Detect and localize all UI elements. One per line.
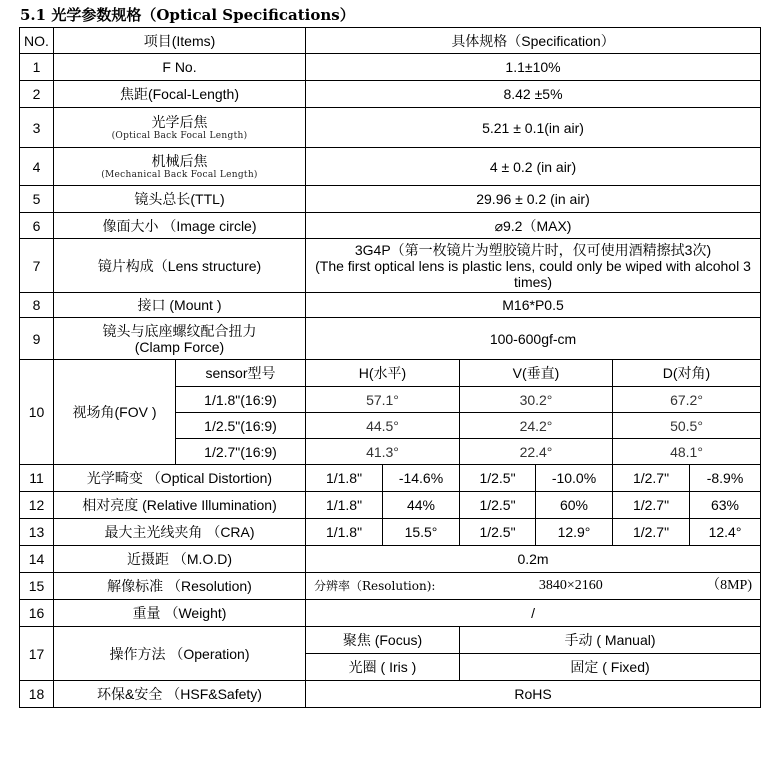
- item-label: [54, 108, 306, 148]
- spec-value: 1.1±10%: [306, 54, 761, 81]
- row-number: 12: [20, 492, 54, 519]
- spec-value: [306, 573, 761, 600]
- sensor-size: 1/2.7": [613, 519, 690, 546]
- table-header-row: [20, 28, 761, 54]
- table-row: [20, 186, 761, 213]
- row-number: 6: [20, 213, 54, 239]
- fov-v-value: 24.2°: [460, 413, 613, 439]
- item-label: 镜片构成（Lens structure): [54, 239, 306, 293]
- table-row: [20, 213, 761, 239]
- sensor-size: 1/2.5": [460, 492, 536, 519]
- fov-v-value: 22.4°: [460, 439, 613, 465]
- distortion-value: -14.6%: [383, 465, 460, 492]
- illumination-value: 44%: [383, 492, 460, 519]
- spec-line-cn: 3G4P（第一枚镜片为塑胶镜片时，仅可使用酒精擦拭3次): [354, 241, 712, 258]
- spec-value: ⌀9.2（MAX): [306, 213, 761, 239]
- spec-value: 100-600gf-cm: [306, 318, 761, 360]
- resolution-value: 3840×2160: [538, 578, 603, 593]
- fov-header-row: [20, 360, 761, 387]
- header-no: NO.: [20, 28, 54, 54]
- optical-spec-table: [19, 27, 761, 708]
- illumination-value: 63%: [690, 492, 761, 519]
- row-number: 3: [20, 108, 54, 148]
- row-number: 13: [20, 519, 54, 546]
- table-row: [20, 600, 761, 627]
- item-label-main: 光学后焦: [151, 113, 208, 130]
- illumination-value: 60%: [536, 492, 613, 519]
- item-label: 相对亮度 (Relative Illumination): [54, 492, 306, 519]
- cra-value: 15.5°: [383, 519, 460, 546]
- row-number: 5: [20, 186, 54, 213]
- item-label: 焦距(Focal-Length): [54, 81, 306, 108]
- table-row: [20, 681, 761, 708]
- item-label: 镜头总长(TTL): [54, 186, 306, 213]
- table-row: [20, 546, 761, 573]
- spec-value: [306, 239, 761, 293]
- resolution-label: 分辨率（Resolution):: [314, 579, 436, 593]
- item-label-sub: (Optical Back Focal Length): [111, 130, 248, 141]
- table-row: [20, 54, 761, 81]
- row-number: 7: [20, 239, 54, 293]
- row-number: 17: [20, 627, 54, 681]
- fov-sensor-header: sensor型号: [176, 360, 306, 387]
- table-row: [20, 519, 761, 546]
- distortion-value: -10.0%: [536, 465, 613, 492]
- row-number: 10: [20, 360, 54, 465]
- sensor-size: 1/2.7": [613, 492, 690, 519]
- table-row: [20, 293, 761, 318]
- table-row: [20, 108, 761, 148]
- row-number: 11: [20, 465, 54, 492]
- fov-h-value: 57.1°: [306, 387, 460, 413]
- header-item: 项目(Items): [54, 28, 306, 54]
- resolution-line: [308, 578, 758, 594]
- fov-d-header: D(对角): [613, 360, 761, 387]
- table-row: [20, 573, 761, 600]
- table-row: [20, 148, 761, 186]
- spec-value: 4 ± 0.2 (in air): [306, 148, 761, 186]
- fov-d-value: 48.1°: [613, 439, 761, 465]
- resolution-mp: （8MP): [706, 578, 752, 593]
- item-label-main: 机械后焦: [151, 152, 208, 169]
- item-label: 解像标准 （Resolution): [54, 573, 306, 600]
- spec-value: 5.21 ± 0.1(in air): [306, 108, 761, 148]
- row-number: 14: [20, 546, 54, 573]
- table-row: [20, 318, 761, 360]
- spec-value: 29.96 ± 0.2 (in air): [306, 186, 761, 213]
- iris-value: 固定 ( Fixed): [460, 654, 761, 681]
- sensor-size: 1/2.7": [613, 465, 690, 492]
- item-label: 近摄距 （M.O.D): [54, 546, 306, 573]
- focus-value: 手动 ( Manual): [460, 627, 761, 654]
- row-number: 15: [20, 573, 54, 600]
- fov-d-value: 50.5°: [613, 413, 761, 439]
- section-heading: 5.1 光学参数规格（Optical Specifications）: [20, 6, 355, 24]
- spec-value: /: [306, 600, 761, 627]
- spec-value: RoHS: [306, 681, 761, 708]
- spec-value: M16*P0.5: [306, 293, 761, 318]
- spec-value: 8.42 ±5%: [306, 81, 761, 108]
- item-label-main: 镜头与底座螺纹配合扭力: [102, 322, 257, 339]
- table-row: [20, 492, 761, 519]
- item-label: 最大主光线夹角 （CRA): [54, 519, 306, 546]
- header-spec: 具体规格（Specification）: [306, 28, 761, 54]
- item-label: [54, 318, 306, 360]
- item-label: 操作方法 （Operation): [54, 627, 306, 681]
- distortion-value: -8.9%: [690, 465, 761, 492]
- table-row: [20, 81, 761, 108]
- fov-sensor: 1/1.8"(16:9): [176, 387, 306, 413]
- row-number: 8: [20, 293, 54, 318]
- row-number: 1: [20, 54, 54, 81]
- item-label: [54, 148, 306, 186]
- fov-d-value: 67.2°: [613, 387, 761, 413]
- operation-row: [20, 627, 761, 654]
- table-row: [20, 465, 761, 492]
- fov-h-value: 41.3°: [306, 439, 460, 465]
- sensor-size: 1/1.8": [306, 492, 383, 519]
- sensor-size: 1/1.8": [306, 465, 383, 492]
- item-label: 光学畸变 （Optical Distortion): [54, 465, 306, 492]
- sensor-size: 1/2.5": [460, 465, 536, 492]
- item-label: 环保&安全 （HSF&Safety): [54, 681, 306, 708]
- table-row: [20, 239, 761, 293]
- item-label-sub: (Mechanical Back Focal Length): [101, 169, 258, 180]
- cra-value: 12.4°: [690, 519, 761, 546]
- row-number: 16: [20, 600, 54, 627]
- row-number: 9: [20, 318, 54, 360]
- row-number: 2: [20, 81, 54, 108]
- sensor-size: 1/1.8": [306, 519, 383, 546]
- iris-label: 光圈 ( Iris ): [306, 654, 460, 681]
- spec-line-en: (The first optical lens is plastic lens, could only be wiped with alcohol 3 times): [315, 257, 751, 290]
- fov-v-value: 30.2°: [460, 387, 613, 413]
- item-label: 视场角(FOV ): [54, 360, 176, 465]
- fov-sensor: 1/2.5"(16:9): [176, 413, 306, 439]
- sensor-size: 1/2.5": [460, 519, 536, 546]
- spec-value: 0.2m: [306, 546, 761, 573]
- focus-label: 聚焦 (Focus): [306, 627, 460, 654]
- fov-sensor: 1/2.7"(16:9): [176, 439, 306, 465]
- row-number: 4: [20, 148, 54, 186]
- item-label: 像面大小 （Image circle): [54, 213, 306, 239]
- fov-h-value: 44.5°: [306, 413, 460, 439]
- item-label: 重量 （Weight): [54, 600, 306, 627]
- row-number: 18: [20, 681, 54, 708]
- cra-value: 12.9°: [536, 519, 613, 546]
- fov-h-header: H(水平): [306, 360, 460, 387]
- fov-v-header: V(垂直): [460, 360, 613, 387]
- item-label: 接口 (Mount ): [54, 293, 306, 318]
- item-label: F No.: [54, 54, 306, 81]
- item-label-sub: (Clamp Force): [134, 338, 225, 355]
